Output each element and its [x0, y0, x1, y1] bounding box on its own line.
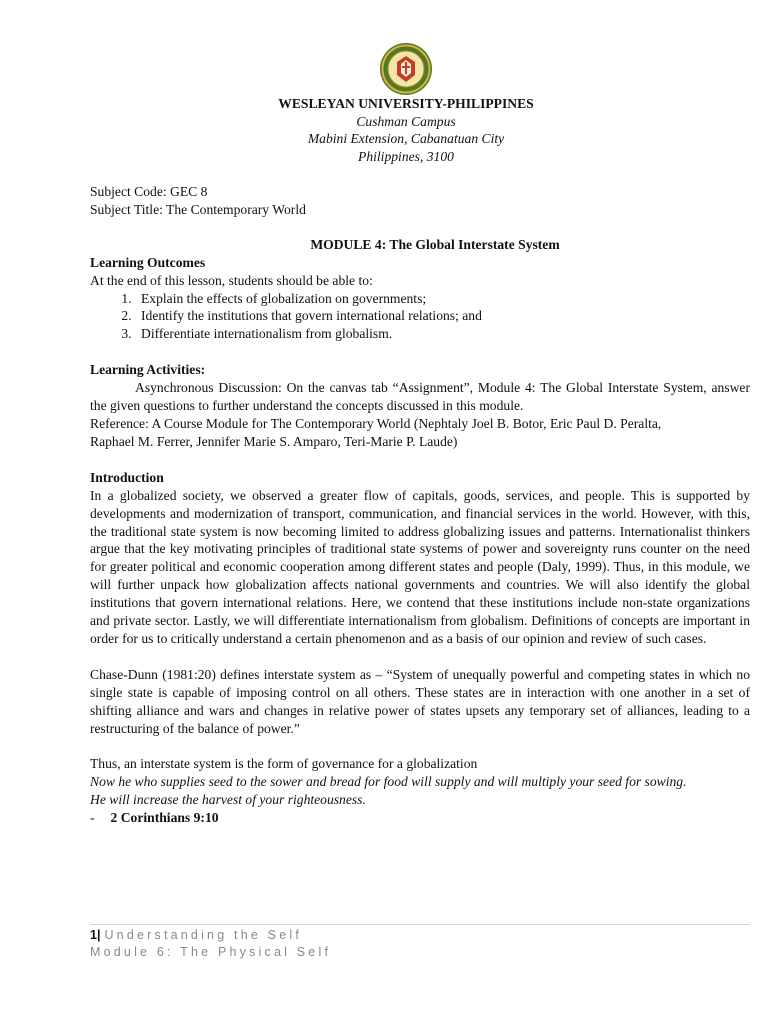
page-number: 1	[90, 928, 97, 942]
reference-line-1: Reference: A Course Module for The Contemporary World (Nephtaly Joel B. Botor, Eric Paul D. Peralta,	[90, 415, 662, 431]
interstate-definition-paragraph: Chase-Dunn (1981:20) defines interstate system as – “System of unequally powerful and competing states in which no single state is capable of imposing control on all others. These states are in interaction with one another in a set of shifting alliance and wars and changes in relative power of states upsets any temporary set of alliances, leading to a restructuring of the balance of power.”	[90, 666, 750, 736]
street-address: Mabini Extension, Cabanatuan City	[307, 131, 505, 146]
list-item: 3. Differentiate internationalism from globalism.	[135, 325, 750, 343]
letterhead	[0, 95, 768, 165]
bible-verse: Now he who supplies seed to the sower and bread for food will supply and will multiply your seed for sowing. He will increase the harvest of your righteousness.	[90, 774, 687, 808]
introduction-heading: Introduction	[90, 469, 164, 485]
list-item: 2. Identify the institutions that govern international relations; and	[135, 307, 750, 325]
module-title: MODULE 4: The Global Interstate System	[310, 236, 560, 252]
footer-course: Understanding the Self	[104, 928, 303, 942]
subject-info	[90, 183, 750, 219]
learning-outcomes-list	[90, 290, 750, 344]
verse-reference	[90, 809, 750, 827]
document-body	[90, 183, 750, 827]
verse-citation: 2 Corinthians 9:10	[110, 810, 219, 826]
learning-outcomes-heading: Learning Outcomes	[90, 254, 206, 270]
campus-name: Cushman Campus	[356, 113, 456, 129]
university-seal-icon	[379, 42, 433, 96]
list-item: 1. Explain the effects of globalization on governments;	[135, 290, 750, 308]
learning-outcomes-intro: At the end of this lesson, students should be able to:	[90, 272, 373, 288]
introduction-paragraph: In a globalized society, we observed a greater flow of capitals, goods, services, and people. This is supported by developments and modernization of transport, communication, and financial services in the world. However, with this, the traditional state system is now becoming limited to address globalizing issues and patterns. Internationalist thinkers argue that the key motivating principles of traditional state systems of power and sovereignty runs counter on the need for greater political and economic cooperation among different states and people (Daly, 1999). Thus, in this module, we will further unpack how globalization affects national governments and countries. We will also identify the global institutions that govern international relations. Here, we contend that these institutions include non-state organizations and private sector. Lastly, we will differentiate internationalism from globalism. Definitions of concepts are important in order for us to critically understand a certain phenomenon and as a basis of our opinion and review of such cases.	[90, 487, 750, 646]
country-address: Philippines, 3100	[358, 148, 454, 164]
reference-line-2: Raphael M. Ferrer, Jennifer Marie S. Amparo, Teri-Marie P. Laude)	[90, 433, 458, 449]
footer-divider	[90, 924, 750, 925]
page-footer	[90, 927, 331, 960]
learning-activities-heading: Learning Activities:	[90, 362, 206, 378]
university-name: WESLEYAN UNIVERSITY-PHILIPPINES	[278, 96, 534, 111]
subject-code: Subject Code: GEC 8	[90, 184, 208, 199]
conclusion-paragraph: Thus, an interstate system is the form of governance for a globalization	[90, 756, 478, 772]
subject-title: Subject Title: The Contemporary World	[90, 201, 306, 217]
learning-activities-paragraph: Asynchronous Discussion: On the canvas tab “Assignment”, Module 4: The Global Interstate System, answer the given questions to further understand the concepts discussed in this module.	[90, 380, 750, 414]
footer-separator: |	[96, 928, 101, 942]
footer-module: Module 6: The Physical Self	[90, 944, 332, 959]
verse-dash: -	[90, 810, 95, 826]
